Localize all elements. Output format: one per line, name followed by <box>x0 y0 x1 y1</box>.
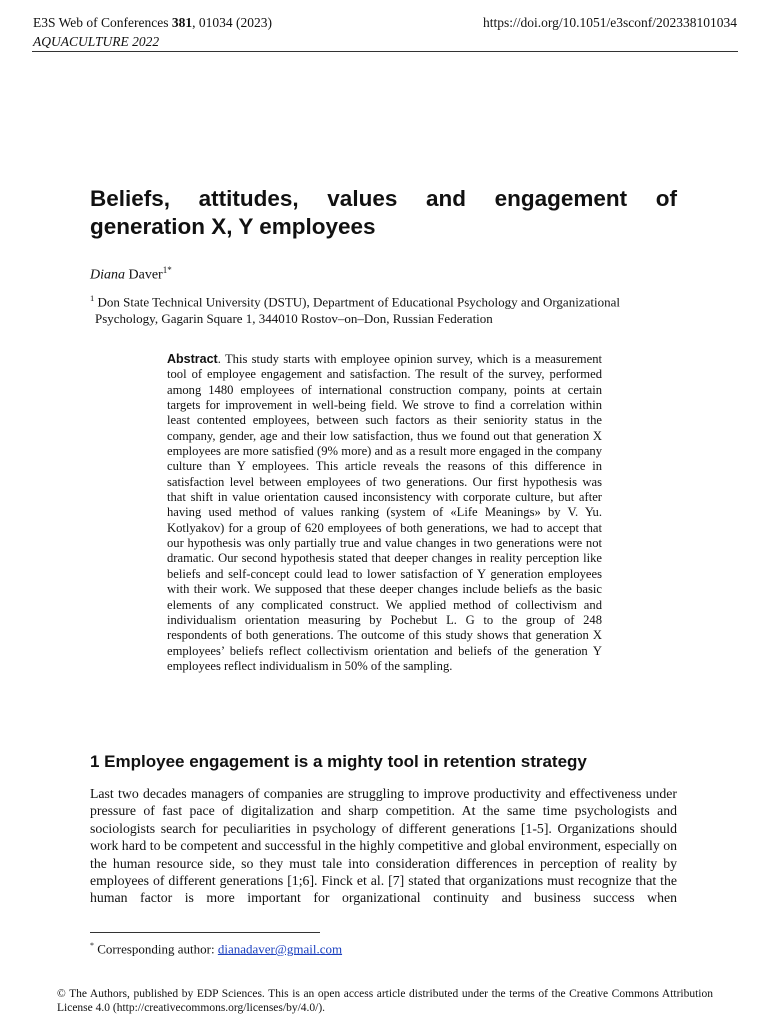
affiliation-line-1 <box>90 290 690 311</box>
body-paragraph: Last two decades managers of companies are struggling to improve productivity and effectiveness under pressure of fast pace of digitalization and sharp competition. At the same time psychologists and sociologists search for peculiarities in psychology of different generations [1-5]. Organizations should work hard to be competent and successful in the highly competitive and global environment, especially on the human resource side, so they must tale into consideration differences in perception of reality by employees of different generations [1;6]. Finck et al. [7] stated that organizations must recognize that the human factor is more important for organizational continuity and business success when <box>90 786 677 906</box>
abstract <box>167 352 602 674</box>
affiliation-mark: 1 <box>90 293 95 303</box>
author-line <box>90 265 172 284</box>
running-header <box>33 13 272 51</box>
affiliation-text-1: Don State Technical University (DSTU), Department of Educational Psychology and Organizational <box>97 294 620 310</box>
journal-name: E3S Web of Conferences <box>33 15 169 30</box>
footnote-divider <box>90 932 320 933</box>
section-heading: 1 Employee engagement is a mighty tool in retention strategy <box>90 752 587 771</box>
author-affiliation-mark: 1* <box>162 265 172 275</box>
paper-title: Beliefs, attitudes, values and engagement of generation X, Y employees <box>90 186 677 239</box>
author-family-name: Daver <box>128 267 163 283</box>
footnote-mark: * <box>90 941 94 950</box>
footnote-label: Corresponding author: <box>97 941 218 957</box>
license-notice: © The Authors, published by EDP Sciences. This is an open access article distributed under the terms of the Creative Commons Attribution License 4.0 (http://creativecommons.org/licenses/by/4.0/). <box>57 988 713 1014</box>
affiliation <box>90 290 690 327</box>
author-email-link[interactable]: dianadaver@gmail.com <box>217 941 343 957</box>
abstract-label: Abstract <box>167 352 218 366</box>
abstract-text: . This study starts with employee opinion survey, which is a measurement tool of employee engagement and satisfaction. The result of the survey, performed among 1480 employees of international construction company, points at certain targets for improvement in well-being field. We strove to find a correlation within least contented employees, between such factors as their seniority status in the company, gender, age and their low satisfaction, thus we found out that generation X employees are more satisfied (9% more) and as a result more engaged in the company culture than Y employees. This article reveals the reasons of this difference in satisfaction level between employees of two generations. Our first hypothesis was that shift in value orientation caused inconsistency with corporate culture, but after having used method of values ranking (system of «Life Meanings» by V. Yu. Kotlyakov) for a group of 620 employees of both generations, we had to accept that our hypothesis was only partially true and value changes in two generations were not dramatic. Our second hypothesis stated that deeper changes in reality perception like beliefs and self-concept could lead to lower satisfaction of Y generation employees with their work. We supposed that these deeper changes include beliefs as the basic elements of any complicated construct. We applied method of collectivism and individualism orientation measuring by Pochebut L. G to the group of 248 respondents of both generations. The outcome of this study shows that generation X employees’ beliefs reflect collectivism orientation and beliefs of the generation Y employees reflect individualism in 50% of the sampling. <box>167 352 602 673</box>
conference-name: AQUACULTURE 2022 <box>33 34 160 49</box>
article-info: , 01034 (2023) <box>192 15 273 30</box>
journal-volume: 381 <box>171 15 193 30</box>
author-given-name: Diana <box>90 267 125 283</box>
journal-citation <box>33 13 272 32</box>
affiliation-line-2: Psychology, Gagarin Square 1, 344010 Rostov–on–Don, Russian Federation <box>95 310 493 326</box>
doi-link[interactable]: https://doi.org/10.1051/e3sconf/202338101034 <box>483 15 737 30</box>
footnote <box>90 941 342 957</box>
header-divider <box>32 51 738 52</box>
